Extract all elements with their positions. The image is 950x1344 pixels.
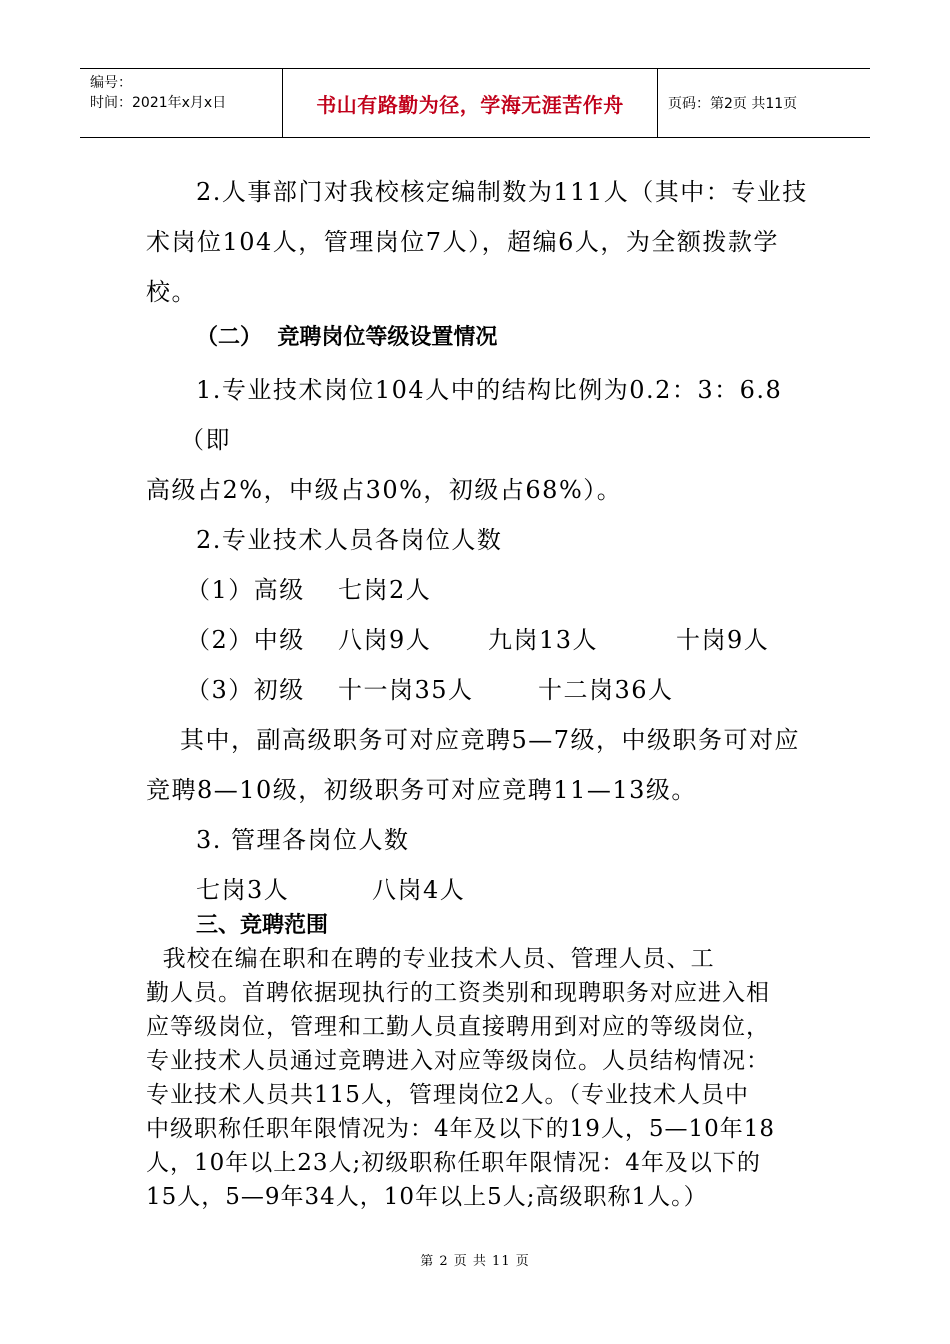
paragraph-line: 3. 管理各岗位人数 — [196, 826, 410, 854]
row-value: 七岗2人 — [338, 576, 432, 604]
page-header — [80, 68, 870, 138]
paragraph-line: 我校在编在职和在聘的专业技术人员、管理人员、工 — [146, 946, 715, 972]
paragraph-line: 2.专业技术人员各岗位人数 — [196, 526, 503, 554]
paragraph-line: 校。 — [146, 278, 197, 306]
page-footer: 第 2 页 共 11 页 — [420, 1254, 530, 1269]
row-label: （3）初级 — [186, 676, 305, 704]
header-page-info: 页码：第2页 共11页 — [668, 96, 798, 112]
paragraph-line: 中级职称任职年限情况为：4年及以下的19人，5—10年18 — [146, 1116, 776, 1142]
row-value: 七岗3人 — [196, 876, 290, 904]
paragraph-line: 勤人员。首聘依据现执行的工资类别和现聘职务对应进入相 — [146, 980, 770, 1006]
paragraph-line: 专业技术人员共115人，管理岗位2人。（专业技术人员中 — [146, 1082, 750, 1108]
header-motto: 书山有路勤为径，学海无涯苦作舟 — [283, 69, 658, 137]
row-value: 九岗13人 — [488, 626, 599, 654]
row-label: （2）中级 — [186, 626, 305, 654]
paragraph-line: 高级占2%，中级占30%，初级占68%）。 — [146, 476, 623, 504]
paragraph-line: 应等级岗位，管理和工勤人员直接聘用到对应的等级岗位， — [146, 1014, 770, 1040]
paragraph-line: 1.专业技术岗位104人中的结构比例为0.2：3：6.8 — [196, 376, 783, 404]
row-label: （1）高级 — [186, 576, 305, 604]
scope-paragraph — [146, 942, 826, 1214]
row-value: 十一岗35人 — [338, 676, 474, 704]
paragraph-line: 15人，5—9年34人，10年以上5人;高级职称1人。） — [146, 1184, 708, 1210]
paragraph-line: 竞聘8—10级，初级职务可对应竞聘11—13级。 — [146, 776, 697, 804]
paragraph-line: （即 — [180, 426, 231, 454]
section-heading-3: 三、竞聘范围 — [196, 913, 329, 938]
paragraph-line: 2.人事部门对我校核定编制数为111人（其中：专业技 — [196, 178, 808, 206]
time-label: 时间：2021年x月x日 — [90, 95, 227, 111]
paragraph-line: 其中，副高级职务可对应竞聘5—7级，中级职务可对应 — [180, 726, 801, 754]
paragraph-line: 术岗位104人，管理岗位7人），超编6人，为全额拨款学 — [146, 228, 779, 256]
section-heading-2: （二） 竞聘岗位等级设置情况 — [196, 325, 498, 350]
row-value: 十岗9人 — [676, 626, 770, 654]
row-value: 八岗4人 — [372, 876, 466, 904]
paragraph-line: 人，10年以上23人;初级职称任职年限情况：4年及以下的 — [146, 1150, 761, 1176]
paragraph-line: 专业技术人员通过竞聘进入对应等级岗位。人员结构情况： — [146, 1048, 770, 1074]
header-meta — [80, 69, 283, 137]
row-value: 十二岗36人 — [538, 676, 674, 704]
number-label: 编号： — [90, 75, 132, 91]
row-value: 八岗9人 — [338, 626, 432, 654]
